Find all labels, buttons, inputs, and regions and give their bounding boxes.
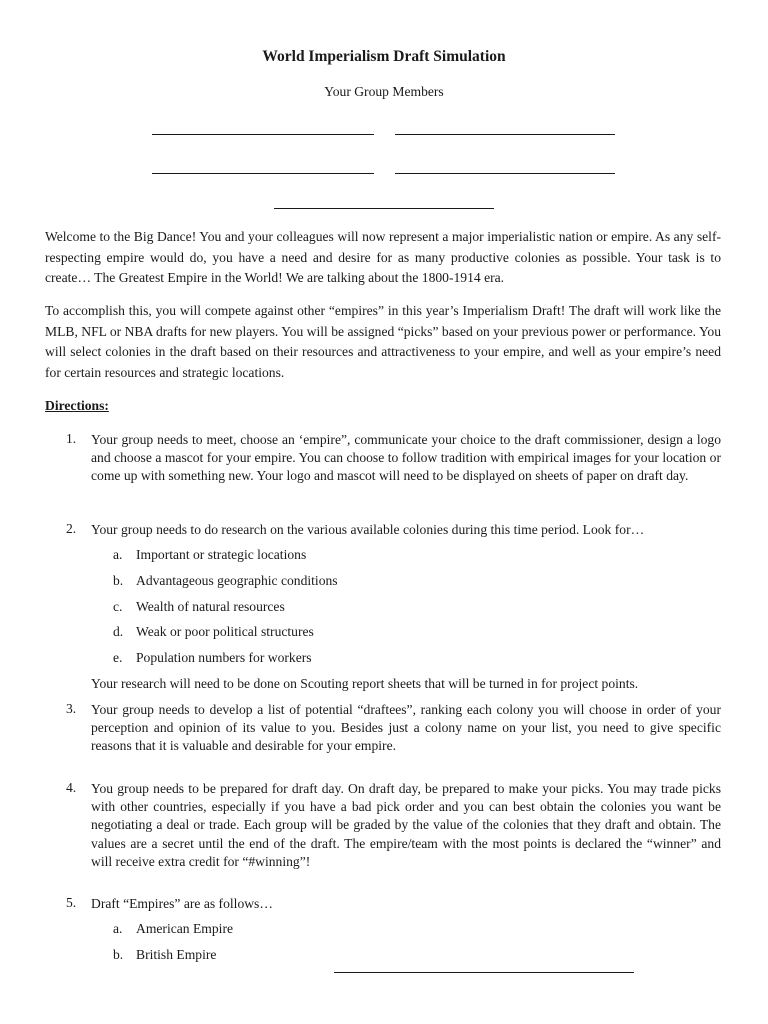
member-line-5 — [274, 208, 494, 209]
list-item-number: 2. — [66, 521, 77, 536]
sub-item-letter: b. — [113, 947, 124, 962]
group-members-label: Your Group Members — [324, 84, 444, 99]
directions-heading: Directions: — [45, 398, 109, 413]
footnote-rule — [334, 972, 634, 973]
sub-item-letter: c. — [113, 599, 123, 614]
sub-item-letter: a. — [113, 921, 123, 936]
sub-item-text: Advantageous geographic conditions — [136, 573, 338, 588]
sub-item-letter: e. — [113, 650, 123, 665]
sub-item-text: Weak or poor political structures — [136, 624, 314, 639]
sub-item-text: Wealth of natural resources — [136, 599, 285, 614]
list-item-number: 4. — [66, 780, 77, 795]
sub-item-text: British Empire — [136, 947, 217, 962]
intro-paragraph: Welcome to the Big Dance! You and your colleagues will now represent a major imperialistic nation or empire. As any self-respecting empire would do, you have a need and desire for as many productive colonies as possible. Your task is to create… The Greatest Empire in the World! We are talking about the 1800-1914 era. — [45, 229, 721, 285]
list-item-text: Your group needs to meet, choose an ‘empire”, communicate your choice to the draft commissioner, design a logo and choose a mascot for your empire. You can choose to follow tradition with empirical images for your location or come up with something new. Your logo and mascot will need to be displayed on sheets of paper on draft day. — [91, 432, 721, 484]
member-line-3 — [152, 173, 374, 174]
page-title: World Imperialism Draft Simulation — [262, 48, 506, 65]
sub-item-letter: d. — [113, 624, 124, 639]
list-item-number: 5. — [66, 895, 77, 910]
sub-item-text: Population numbers for workers — [136, 650, 312, 665]
list-item-text: Draft “Empires” are as follows… — [91, 896, 273, 911]
list-item-text: Your group needs to develop a list of potential “draftees”, ranking each colony you will choose in order of your perception and opinion of its value to you. Besides just a colony name on your list, you need to give specific reasons that it is valuable and desirable for your empire. — [91, 702, 721, 754]
sub-item-text: American Empire — [136, 921, 234, 936]
list-item-text: You group needs to be prepared for draft day. On draft day, be prepared to make your picks. You may trade picks with other countries, especially if you have a bad pick order and you can best obtain the colonies you want be negotiating a deal or trade. Each group will be graded by the value of the colonies that they draft and obtain. The values are a secret until the end of the draft. The empire/team with the most points is declared the “winner” and will receive extra credit for “#winning”! — [91, 781, 721, 869]
list-item-number: 3. — [66, 701, 77, 716]
list-item-number: 1. — [66, 431, 77, 446]
member-line-1 — [152, 134, 374, 135]
sub-item-letter: a. — [113, 547, 123, 562]
list-item-text: Your group needs to do research on the various available colonies during this time period. Look for… — [91, 522, 645, 537]
sub-item-text: Important or strategic locations — [136, 547, 307, 562]
member-line-4 — [395, 173, 615, 174]
research-note: Your research will need to be done on Scouting report sheets that will be turned in for project points. — [91, 676, 639, 691]
intro-paragraph: To accomplish this, you will compete against other “empires” in this year’s Imperialism Draft! The draft will work like the MLB, NFL or NBA drafts for new players. You will be assigned “picks” based on your previous power or performance. You will select colonies in the draft based on their resources and attractiveness to your empire, and well as your empire’s need for certain resources and strategic locations. — [45, 303, 721, 380]
member-line-2 — [395, 134, 615, 135]
sub-item-letter: b. — [113, 573, 124, 588]
